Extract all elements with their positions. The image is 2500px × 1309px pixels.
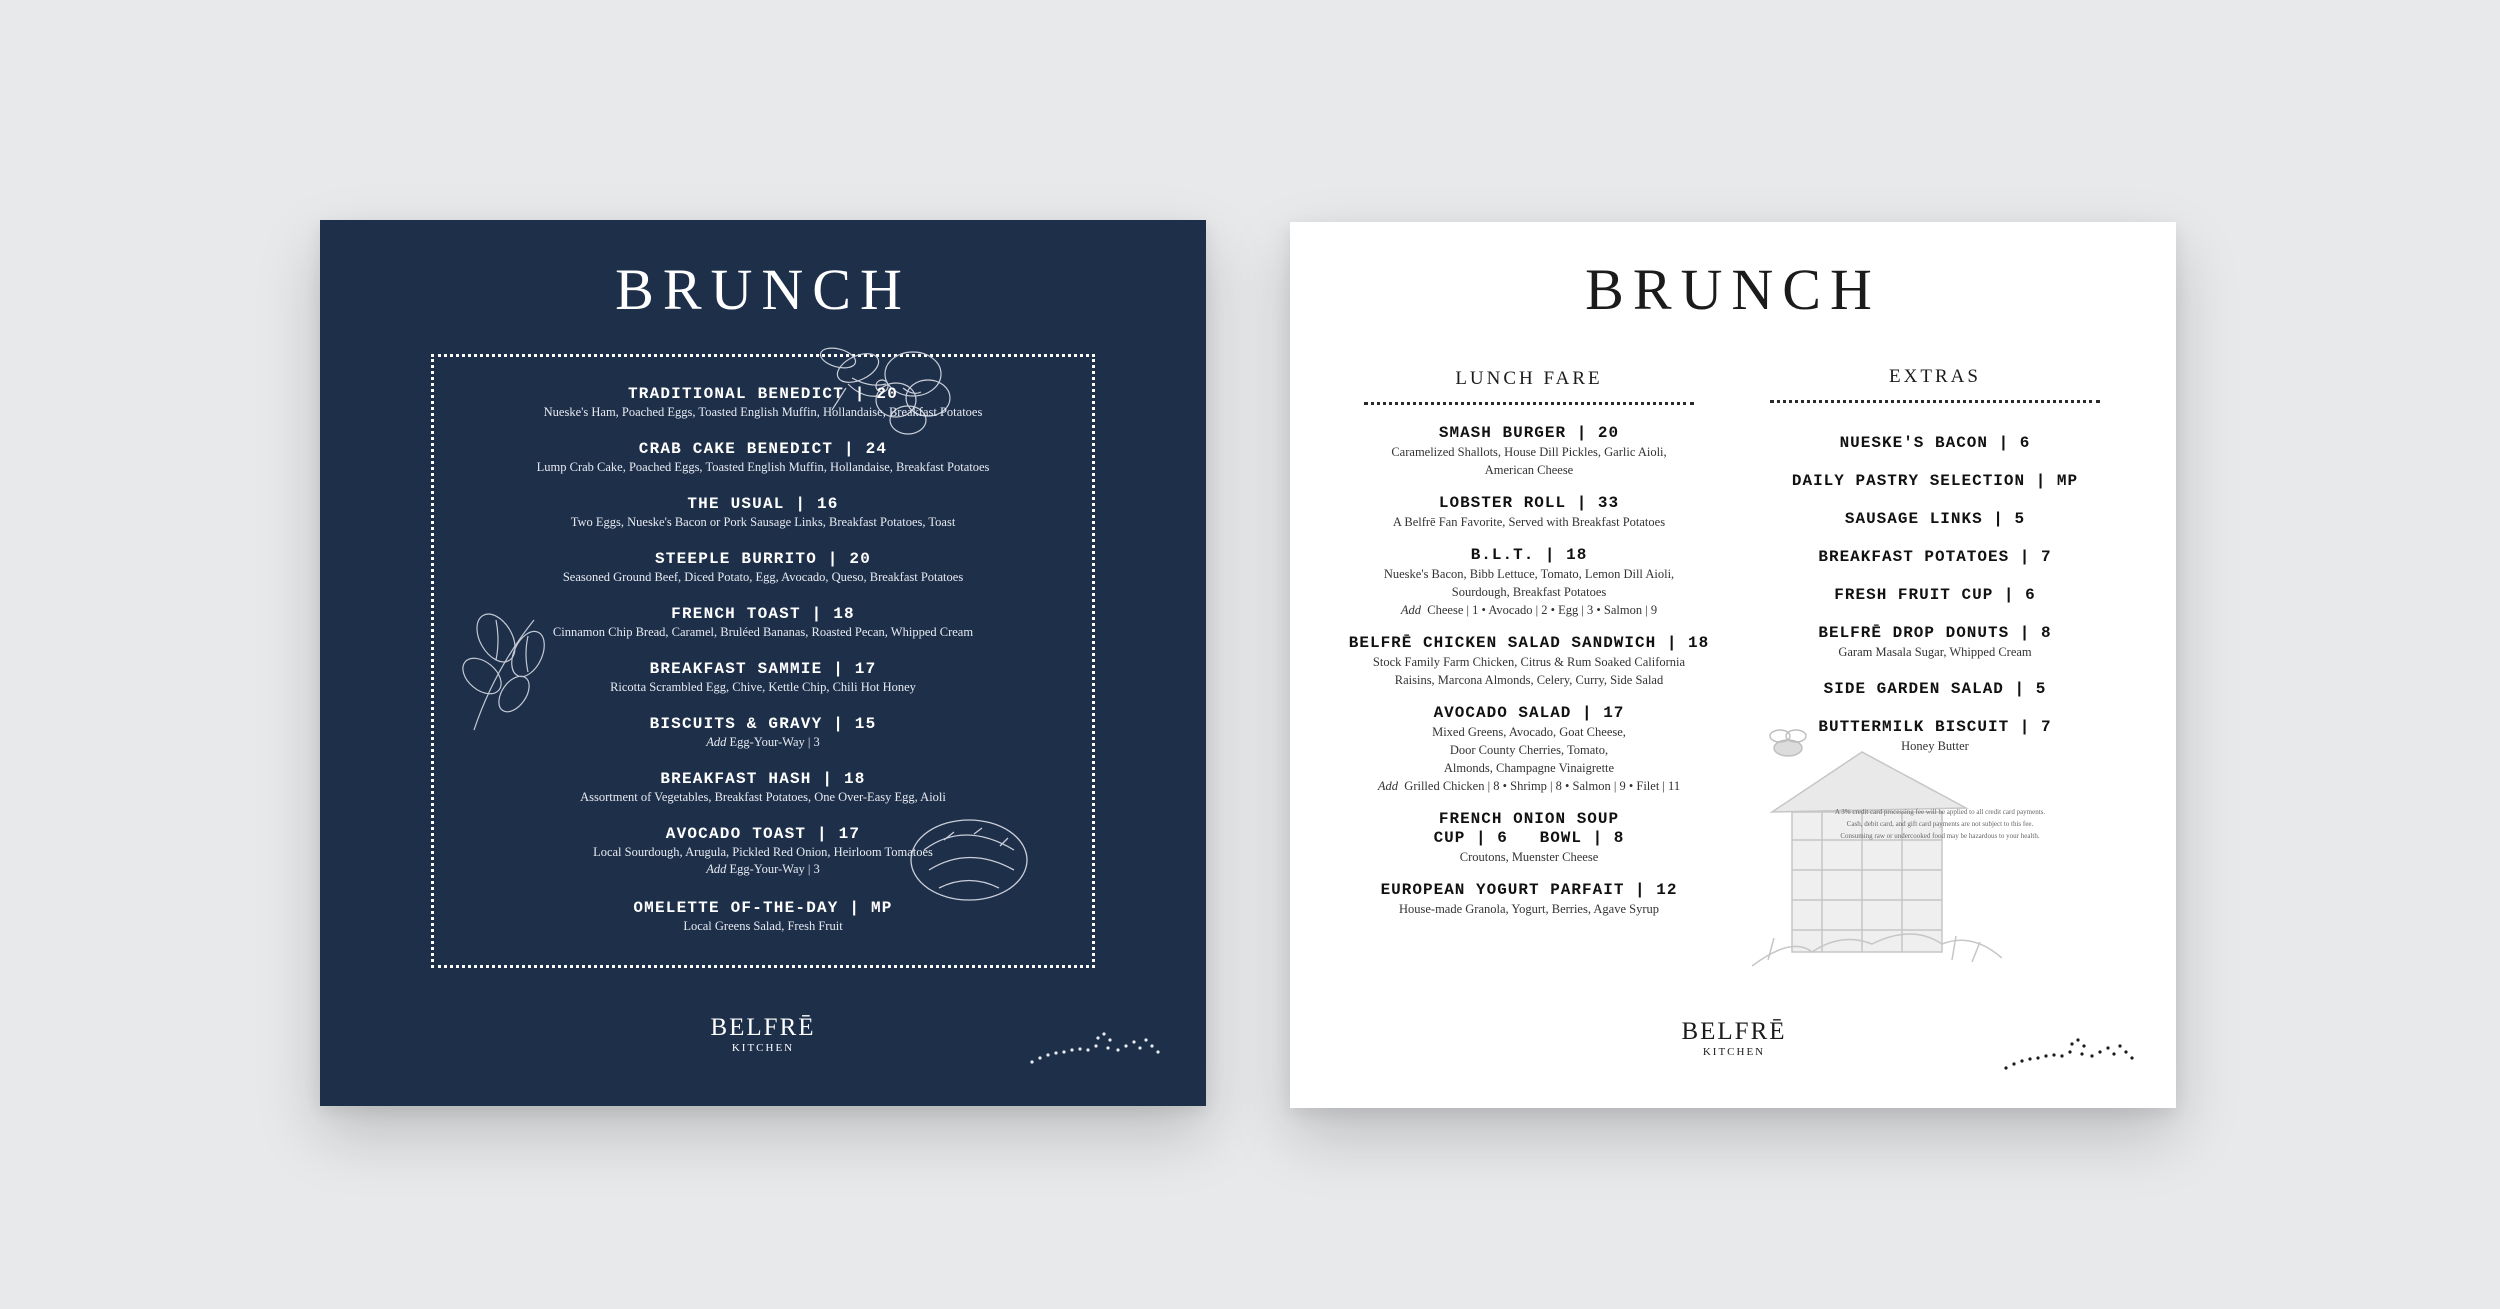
menu-item: BUTTERMILK BISCUIT | 7 Honey Butter <box>1818 718 2052 753</box>
menu-item: FRESH FRUIT CUP | 6 <box>1834 586 2036 604</box>
menu-item: TRADITIONAL BENEDICT | 20 Nueske's Ham, Poached Eggs, Toasted English Muffin, Hollandaise, Breakfast Potatoes <box>543 385 983 419</box>
menu-item: BELFRĒ CHICKEN SALAD SANDWICH | 18 Stock Family Farm Chicken, Citrus & Rum Soaked California Raisins, Marcona Almonds, Celery, Curry, Side Salad <box>1348 634 1710 687</box>
menu-item: AVOCADO SALAD | 17 Mixed Greens, Avocado, Goat Cheese, Door County Cherries, Tomato, Almonds, Champagne Vinaigrette Add Grilled Chicken | 8 • Shrimp | 8 • Salmon | 9 • Filet | 11 <box>1377 704 1681 793</box>
menu-item: SAUSAGE LINKS | 5 <box>1844 510 2026 528</box>
menu-item: CRAB CAKE BENEDICT | 24 Lump Crab Cake, Poached Eggs, Toasted English Muffin, Hollandaise, Breakfast Potatoes <box>536 440 990 474</box>
brunch-menu-light <box>1290 222 2176 1108</box>
brunch-menu-dark <box>320 220 1206 1106</box>
menu-item: DAILY PASTRY SELECTION | MP <box>1791 472 2079 490</box>
menu-item: THE USUAL | 16 Two Eggs, Nueske's Bacon or Pork Sausage Links, Breakfast Potatoes, Toast <box>570 495 956 529</box>
menu-item: FRENCH ONION SOUP CUP | 6 BOWL | 8 Croutons, Muenster Cheese <box>1433 810 1625 864</box>
menu-item: SMASH BURGER | 20 Caramelized Shallots, House Dill Pickles, Garlic Aioli, American Cheese <box>1391 424 1667 477</box>
lunch-fare-heading: LUNCH FARE <box>1455 368 1603 389</box>
menu-item: SIDE GARDEN SALAD | 5 <box>1823 680 2047 698</box>
menu-item: BELFRĒ DROP DONUTS | 8 Garam Masala Sugar, Whipped Cream <box>1818 624 2052 659</box>
menu-item: STEEPLE BURRITO | 20 Seasoned Ground Beef, Diced Potato, Egg, Avocado, Queso, Breakfast Potatoes <box>562 550 964 584</box>
menu-item: FRENCH TOAST | 18 Cinnamon Chip Bread, Caramel, Bruléed Bananas, Roasted Pecan, Whipped Cream <box>552 605 974 639</box>
menu-item: EUROPEAN YOGURT PARFAIT | 12 House-made Granola, Yogurt, Berries, Agave Syrup <box>1380 881 1678 916</box>
dotted-divider <box>1770 400 2100 403</box>
extras-heading: EXTRAS <box>1889 366 1981 387</box>
menu-item: BREAKFAST POTATOES | 7 <box>1818 548 2052 566</box>
menu-item: AVOCADO TOAST | 17 Local Sourdough, Arugula, Pickled Red Onion, Heirloom Tomatoes Add Egg-Your-Way | 3 <box>593 825 933 876</box>
menu-item: OMELETTE OF-THE-DAY | MP Local Greens Salad, Fresh Fruit <box>633 899 893 933</box>
bee-trail-icon <box>1028 1028 1168 1068</box>
menu-item: LOBSTER ROLL | 33 A Belfrē Fan Favorite, Served with Breakfast Potatoes <box>1392 494 1666 529</box>
menu-item: NUESKE'S BACON | 6 <box>1839 434 2031 452</box>
bee-trail-icon <box>2002 1034 2142 1074</box>
brand-logo: BELFRĒ KITCHEN <box>710 1014 816 1054</box>
dark-menu-items <box>431 384 1095 953</box>
menu-item: BREAKFAST HASH | 18 Assortment of Vegetables, Breakfast Potatoes, One Over-Easy Egg, Aioli <box>580 770 946 804</box>
menu-item: BISCUITS & GRAVY | 15 Add Egg-Your-Way | 3 <box>649 715 877 749</box>
fine-print: A 3% credit card processing fee will be applied to all credit card payments. Cash, debit card, and gift card payments are not subject to this fee. Consuming raw or undercooked food may be hazardous to your health. <box>1834 808 2046 840</box>
menu-title: BRUNCH <box>615 257 911 322</box>
extras-column <box>1750 434 2120 774</box>
lunch-fare-column <box>1344 424 1714 933</box>
menu-item: B.L.T. | 18 Nueske's Bacon, Bibb Lettuce, Tomato, Lemon Dill Aioli, Sourdough, Breakfast Potatoes Add Cheese | 1 • Avocado | 2 • Egg | 3 • Salmon | 9 <box>1383 546 1675 617</box>
menu-item: BREAKFAST SAMMIE | 17 Ricotta Scrambled Egg, Chive, Kettle Chip, Chili Hot Honey <box>610 660 916 694</box>
menu-title: BRUNCH <box>1585 257 1881 322</box>
dotted-divider <box>1364 402 1694 405</box>
brand-logo: BELFRĒ KITCHEN <box>1681 1018 1787 1058</box>
